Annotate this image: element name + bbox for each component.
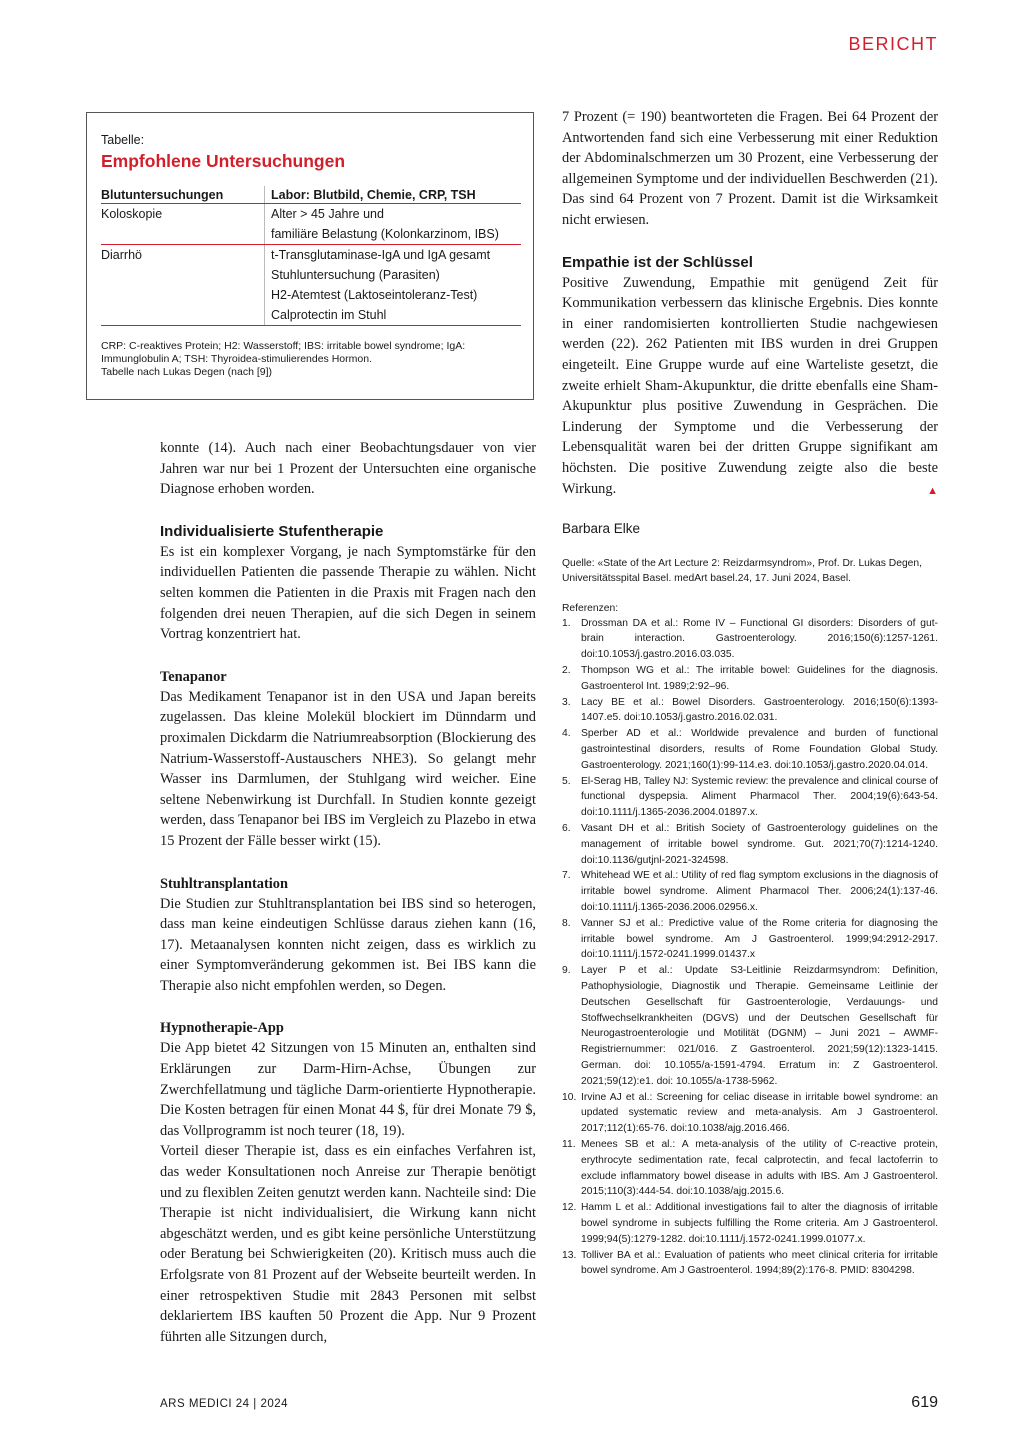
reference-number: 1. xyxy=(562,617,571,629)
left-text-column xyxy=(160,438,536,1347)
table-cell xyxy=(101,265,265,285)
subheading-stuhltransplantation: Stuhltransplantation xyxy=(160,875,288,892)
reference-number: 4. xyxy=(562,728,571,740)
table-cell: Calprotectin im Stuhl xyxy=(265,305,522,326)
table-source: Tabelle nach Lukas Degen (nach [9]) xyxy=(101,366,273,378)
table-cell: H2-Atemtest (Laktoseintoleranz-Test) xyxy=(265,285,522,305)
reference-number: 10. xyxy=(562,1091,577,1103)
table-abbreviations: CRP: C-reaktives Protein; H2: Wasserstoff; IBS: irritable bowel syndrome; IgA: Immunglobulin A; TSH: Thyroidea-stimulierendes Hormon. xyxy=(101,340,466,365)
references-list xyxy=(562,616,938,1279)
table-cell: Stuhluntersuchung (Parasiten) xyxy=(265,265,522,285)
table-cell: t-Transglutaminase-IgA und IgA gesamt xyxy=(265,245,522,266)
reference-item xyxy=(562,616,938,663)
paragraph: Das Medikament Tenapanor ist in den USA und Japan bereits zugelassen. Das kleine Molekül blockiert im Dünndarm und proximalen Dickdarm die Natriumreabsorption (Blockierung des Natrium-Wasserstoff-Austauschers NHE3). So gelangt mehr Wasser ins Darmlumen, der Stuhlgang wird weicher. Eine seltene Nebenwirkung ist Durchfall. In Studien konnte gezeigt werden, dass Tenapanor bei IBS im Vergleich zu Plazebo in etwa 15 Prozent der Fälle besser wirkt (15). xyxy=(160,688,536,849)
subheading-empathie: Empathie ist der Schlüssel xyxy=(562,253,753,271)
reference-item xyxy=(562,916,938,963)
reference-number: 11. xyxy=(562,1138,576,1150)
reference-number: 9. xyxy=(562,965,571,977)
recommended-exams-table xyxy=(101,186,521,326)
author-name: Barbara Elke xyxy=(562,521,641,537)
reference-text: Whitehead WE et al.: Utility of red flag symptom exclusions in the diagnosis of irritable bowel syndrome. Aliment Pharmacol Ther. 2006;24(1):137-46. doi:10.1111/j.1365-2036.2006.02956.x. xyxy=(581,870,938,914)
table-kicker: Tabelle: xyxy=(101,133,145,147)
reference-text: Sperber AD et al.: Worldwide prevalence and burden of functional gastrointestinal disorders, results of Rome Foundation Global Study. Gastroenterology. 2021;160(1):99-114.e3. doi:10.1053/j.gastro.2020.04.014. xyxy=(581,728,938,771)
table-row xyxy=(101,245,521,266)
reference-number: 3. xyxy=(562,696,571,708)
table-row xyxy=(101,204,521,225)
reference-text: Irvine AJ et al.: Screening for celiac disease in irritable bowel syndrome: an updated systematic review and meta-analysis. Am J Gastroenterol. 2017;112(1):65-76. doi:10.1038/ajg.2016.466. xyxy=(581,1091,938,1135)
reference-item xyxy=(562,726,938,773)
reference-item xyxy=(562,663,938,695)
reference-item xyxy=(562,821,938,868)
subheading-hypnotherapie-app: Hypnotherapie-App xyxy=(160,1020,284,1037)
paragraph: konnte (14). Auch nach einer Beobachtungsdauer von vier Jahren war nur bei 1 Prozent der Untersuchten eine organische Diagnose erhoben worden. xyxy=(160,440,536,498)
reference-number: 5. xyxy=(562,775,571,787)
reference-number: 13. xyxy=(562,1249,577,1261)
reference-item xyxy=(562,774,938,821)
table-header-cell: Blutuntersuchungen xyxy=(101,186,265,204)
right-text-column xyxy=(562,107,938,1279)
table-cell xyxy=(101,285,265,305)
reference-text: Vasant DH et al.: British Society of Gastroenterology guidelines on the management of irritable bowel syndrome. Gut. 2021;70(7):1214-1240. doi:10.1136/gutjnl-2021-324598. xyxy=(581,823,938,866)
article-end-triangle-icon: ▲ xyxy=(927,484,938,497)
reference-number: 6. xyxy=(562,823,571,835)
paragraph: Es ist ein komplexer Vorgang, je nach Symptomstärke für den individuellen Patienten die passende Therapie zu wählen. Nicht selten kommen die Patienten in die Praxis mit Fragen nach den folgenden drei neuen Therapien, auf die sich Degen in seinem Vortrag konzentriert hat. xyxy=(160,543,536,643)
table-row xyxy=(101,285,521,305)
reference-text: Thompson WG et al.: The irritable bowel: Guidelines for the diagnosis. Gastroenterol Int. 1989;2:92–96. xyxy=(581,665,938,692)
table-cell: Diarrhö xyxy=(101,248,142,262)
table-header-row xyxy=(101,186,521,204)
reference-number: 12. xyxy=(562,1202,577,1214)
reference-item xyxy=(562,1090,938,1137)
reference-text: Menees SB et al.: A meta-analysis of the utility of C-reactive protein, erythrocyte sedimentation rate, fecal calprotectin, and fecal lactoferrin to exclude inflammatory bowel disease in adults with IBS. Am J Gastroenterol. 2015;110(3):444-54. doi:10.1038/ajg.2015.6. xyxy=(581,1138,938,1198)
reference-text: Tolliver BA et al.: Evaluation of patients who meet clinical criteria for irritable bowel syndrome. Am J Gastroenterol. 1994;89(2):176-8. PMID: 8304298. xyxy=(581,1249,938,1277)
references-heading: Referenzen: xyxy=(562,602,619,614)
reference-item xyxy=(562,1137,938,1200)
reference-text: Drossman DA et al.: Rome IV – Functional GI disorders: Disorders of gut-brain interaction. Gastroenterology. 2016;150(6):1257-1261. doi:10.1053/j.gastro.2016.03.035. xyxy=(581,617,938,661)
table-header-cell: Labor: Blutbild, Chemie, CRP, TSH xyxy=(265,186,522,204)
table-title: Empfohlene Untersuchungen xyxy=(101,151,346,171)
paragraph: 7 Prozent (= 190) beantworteten die Fragen. Bei 64 Prozent der Antwortenden fand sich eine Verbesserung mit einer Reduktion der Abdominalschmerzen um 30 Prozent, eine Verbesserung der allgemeinen Symptome und der individuellen Beschwerden (21). Das sind 64 Prozent von 7 Prozent. Damit ist die Wirksamkeit nicht erwiesen. xyxy=(562,109,938,228)
table-cell: Alter > 45 Jahre und xyxy=(265,204,522,225)
table-row xyxy=(101,305,521,326)
reference-text: Hamm L et al.: Additional investigations fail to alter the diagnosis of irritable bowel syndrome in subjects fulfilling the Rome criteria. Am J Gastroenterol. 1999;94(5):1279-1282. doi:10.1111/j.1572-0241.1999.01077.x. xyxy=(581,1202,938,1245)
source-note: Quelle: «State of the Art Lecture 2: Reizdarmsyndrom», Prof. Dr. Lukas Degen, Universitätsspital Basel. medArt basel.24, 17. Juni 2024, Basel. xyxy=(562,557,922,584)
table-cell xyxy=(101,224,265,245)
paragraph: Die App bietet 42 Sitzungen von 15 Minuten an, enthalten sind Erklärungen zur Darm-Hirn-Achse, Übungen zur Zwerchfellatmung und tägliche Darm-orientierte Hypnotherapie. Die Kosten betragen für einen Monat 44 $, für drei Monate 79 $, das Vollprogramm ist noch teurer (18, 19). xyxy=(160,1040,536,1139)
table-cell: familiäre Belastung (Kolonkarzinom, IBS) xyxy=(265,224,522,245)
table-footnote xyxy=(101,340,521,379)
paragraph: Vorteil dieser Therapie ist, dass es ein einfaches Verfahren ist, das weder Konsultationen noch Anreise zur Therapie benötigt und zu flexiblen Zeiten genutzt werden kann. Nachteile sind: Die Therapie ist nicht individualisiert, die Wirkung kann nicht abgeschätzt werden, und es gibt keine persönliche Unterstützung oder Beratung bei Schwierigkeiten (20). Kritisch muss auch die Erfolgsrate von 81 Prozent auf der Webseite beurteilt werden. In einer retrospektiven Studie mit 2843 Personen mit selbst deklariertem IBS kauften 50 Prozent die App. Nur 9 Prozent führten alle Sitzungen durch, xyxy=(160,1143,536,1345)
reference-item xyxy=(562,1200,938,1247)
paragraph-text: Positive Zuwendung, Empathie mit genügend Zeit für Kommunikation verbessern das klinische Ergebnis. Dies konnte in einer randomisierten kontrollierten Studie nachgewiesen werden (22). 262 Patienten mit IBS wurden in drei Gruppen eingeteilt. Eine Gruppe wurde auf eine Warteliste gesetzt, die zweite erhielt Sham-Akupunktur, die dritte ebenfalls eine Sham-Akupunktur plus positive Zuwendung in Gesprächen. Die Linderung der Symptome und die Verbesserung der Lebensqualität waren bei der dritten Gruppe signifikant am höchsten. Die positive Zuwendung zeigte also die beste Wirkung. xyxy=(562,274,938,497)
subheading-tenapanor: Tenapanor xyxy=(160,668,227,685)
table-cell: Koloskopie xyxy=(101,207,163,221)
reference-item xyxy=(562,868,938,915)
reference-number: 8. xyxy=(562,917,571,929)
table-row xyxy=(101,224,521,245)
paragraph: Die Studien zur Stuhltransplantation bei IBS sind so heterogen, dass man keine eindeutigen Schlüsse daraus ziehen kann (16, 17). Metaanalysen konnten nicht zeigen, dass es wirklich zu einer Symptomveränderung gekommen ist. Bei IBS kann die Therapie also nicht empfohlen werden, so Degen. xyxy=(160,895,536,994)
recommended-exams-table-box xyxy=(86,112,534,400)
journal-footer: ARS MEDICI 24 | 2024 xyxy=(160,1398,289,1410)
paragraph-empathie xyxy=(562,273,938,500)
table-row xyxy=(101,265,521,285)
reference-text: Layer P et al.: Update S3-Leitlinie Reizdarmsyndrom: Definition, Pathophysiologie, Diagnostik und Therapie. Gemeinsame Leitlinie der Deutschen Gesellschaft für Gastroenterologie, Verdauungs- und Stoffwechselkrankheiten (DGVS) und der Deutschen Gesellschaft für Neurogastroenterologie und Motilität (DGNM) – Juni 2021 – AWMF-Registriernummer: 021/016. Z Gastroenterol. 2021;59(12):1323-1415. German. doi: 10.1055/a-1591-4794. Erratum in: Z Gastroenterol. 2021;59(12):e1. doi: 10.1055/a-1738-5962. xyxy=(581,965,938,1087)
reference-item xyxy=(562,963,938,1089)
reference-text: Lacy BE et al.: Bowel Disorders. Gastroenterology. 2016;150(6):1393-1407.e5. doi:10.1053/j.gastro.2016.02.031. xyxy=(581,696,938,724)
page-number: 619 xyxy=(911,1394,938,1411)
reference-item xyxy=(562,1248,938,1280)
section-label: BERICHT xyxy=(848,34,938,54)
reference-number: 7. xyxy=(562,870,571,882)
reference-text: El-Serag HB, Talley NJ: Systemic review: the prevalence and clinical course of functional dyspepsia. Aliment Pharmacol Ther. 2004;19(6):643-54. doi:10.1111/j.1365-2036.2004.01897.x. xyxy=(581,775,938,819)
table-cell xyxy=(101,305,265,326)
subheading-stufentherapie: Individualisierte Stufentherapie xyxy=(160,522,384,540)
reference-number: 2. xyxy=(562,665,571,677)
reference-item xyxy=(562,695,938,727)
reference-text: Vanner SJ et al.: Predictive value of the Rome criteria for diagnosing the irritable bowel syndrome. Am J Gastroenterol. 1999;94:2912-2917. doi:10.1111/j.1572-0241.1999.01437.x xyxy=(581,917,938,961)
